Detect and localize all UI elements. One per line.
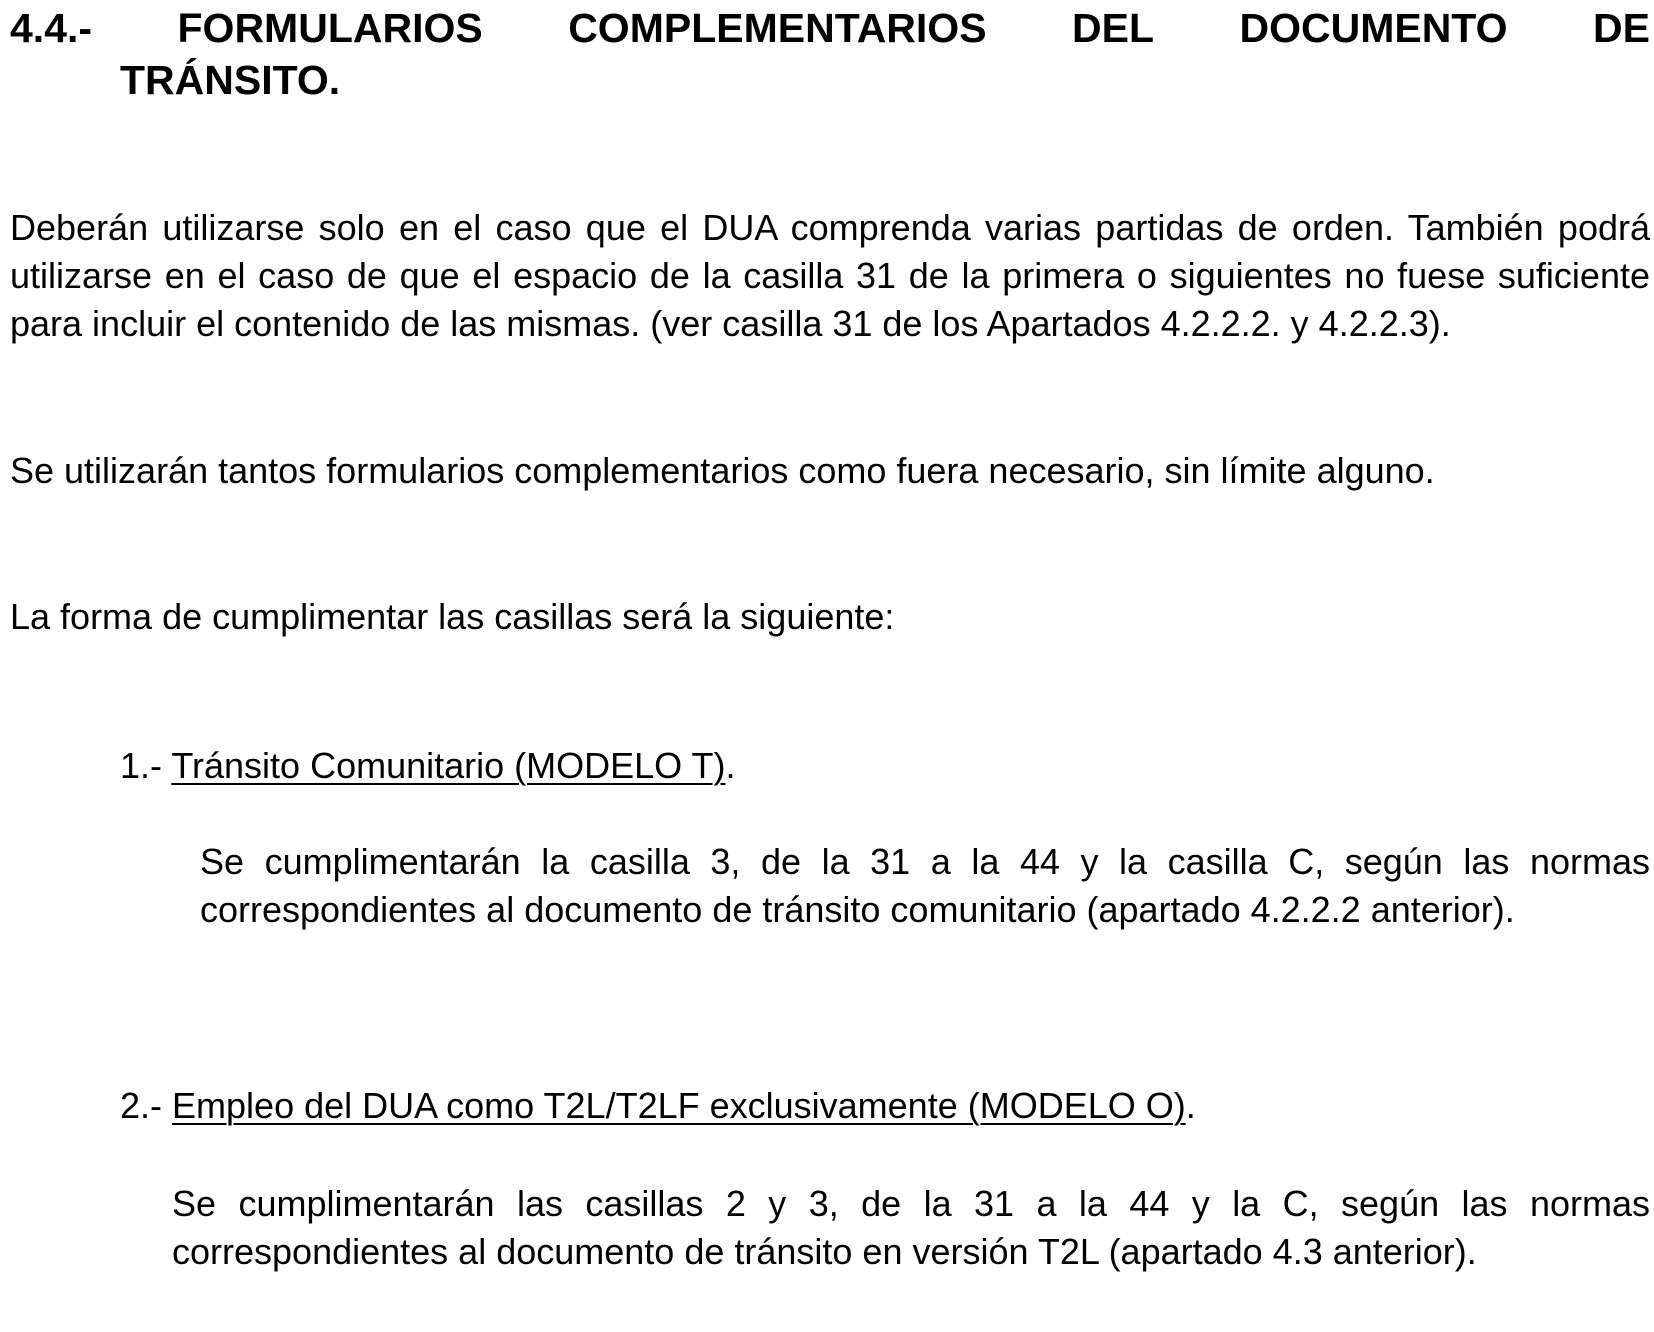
heading-word: DE (1592, 5, 1650, 51)
item-1-number: 1.- (120, 745, 163, 786)
item-2-title-end: . (1185, 1085, 1196, 1126)
heading-word: DEL (1072, 5, 1155, 51)
section-heading (10, 2, 1650, 106)
item-1-title (120, 742, 736, 790)
intro-paragraph: Deberán utilizarse solo en el caso que el DUA comprenda varias partidas de orden. También podrá utilizarse en el caso de que el espacio de la casilla 31 de la primera o siguientes no fuese suficiente para incluir el contenido de las mismas. (ver casilla 31 de los Apartados 4.2.2.2. y 4.2.2.3). (10, 207, 1650, 344)
heading-word: COMPLEMENTARIOS (568, 5, 987, 51)
item-2-body: Se cumplimentarán las casillas 2 y 3, de la 31 a la 44 y la C, según las normas correspondientes al documento de tránsito en versión T2L (apartado 4.3 anterior). (172, 1183, 1650, 1272)
item-1-title-text: Tránsito Comunitario (MODELO T) (171, 745, 726, 786)
instructions-paragraph: La forma de cumplimentar las casillas será la siguiente: (10, 596, 895, 637)
heading-number: 4.4.- (10, 5, 93, 51)
heading-line-1 (10, 2, 1650, 54)
quantity-paragraph: Se utilizarán tantos formularios complementarios como fuera necesario, sin límite alguno. (10, 450, 1435, 491)
heading-line-2: TRÁNSITO. (120, 57, 341, 103)
heading-word: DOCUMENTO (1239, 5, 1508, 51)
item-2-title-text: Empleo del DUA como T2L/T2LF exclusivamente (MODELO O) (172, 1085, 1186, 1126)
item-2-number: 2.- (120, 1085, 163, 1126)
item-1-body: Se cumplimentarán la casilla 3, de la 31 a la 44 y la casilla C, según las normas correspondientes al documento de tránsito comunitario (apartado 4.2.2.2 anterior). (200, 841, 1650, 930)
item-1-title-end: . (725, 745, 736, 786)
heading-word: FORMULARIOS (177, 5, 483, 51)
item-2-title (120, 1082, 1196, 1130)
